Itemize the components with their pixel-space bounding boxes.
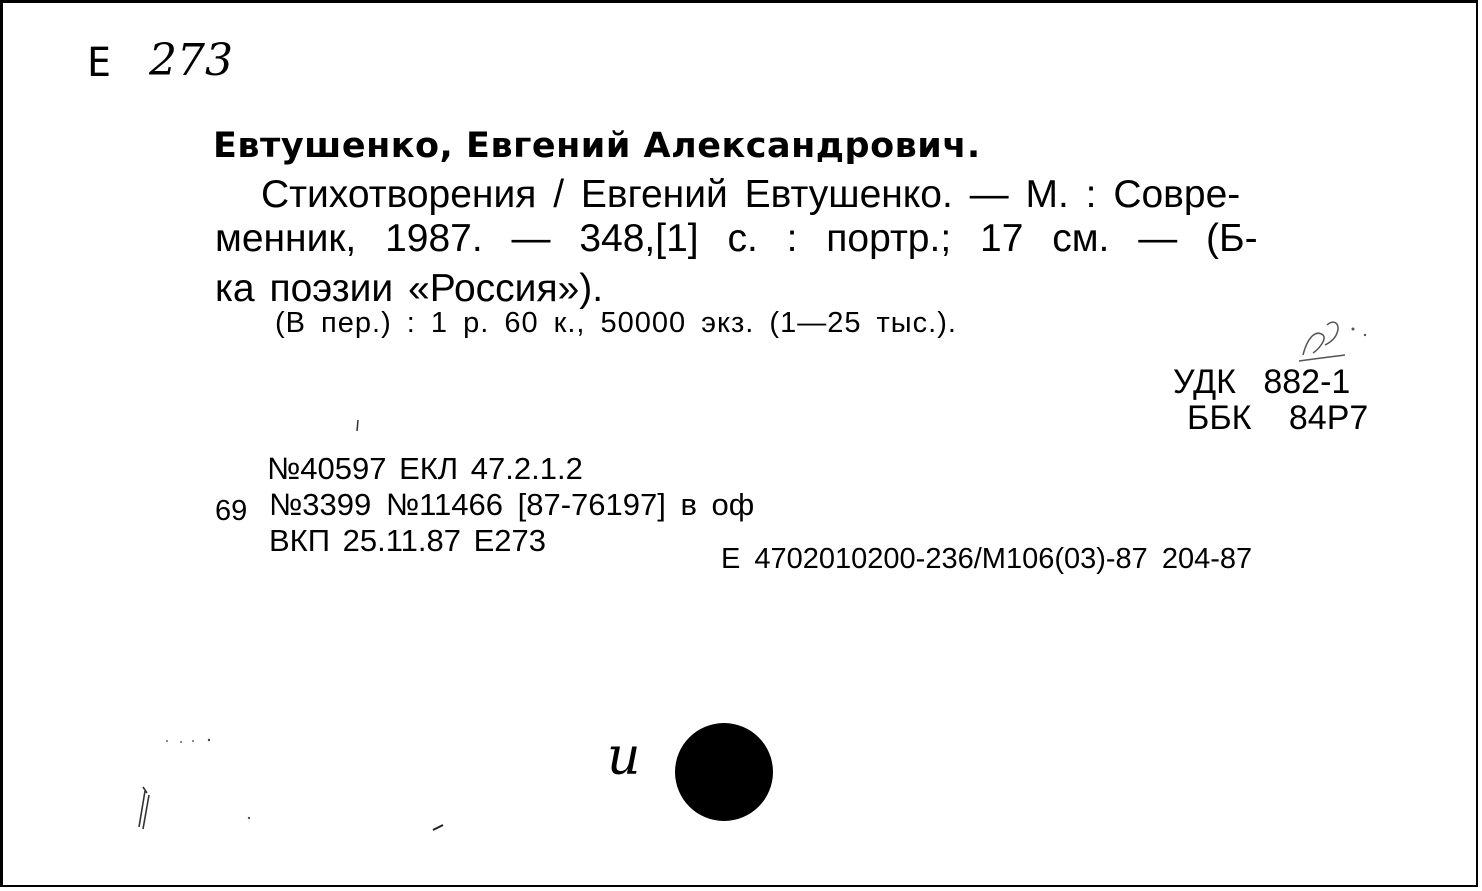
pencil-scribble-icon [1293,315,1373,371]
description-line-3: ка поэзии «Россия»). [215,267,604,310]
stray-mark-icon [353,419,363,433]
udk-label: УДК [1173,363,1236,401]
handwritten-mark: и [607,727,641,787]
call-number-letter: Е [87,40,112,86]
description-line-1: Стихотворения / Евгений Евтушенко. — М. : Совре- [261,173,1241,216]
filled-circle-mark [675,723,773,821]
accession-line-1: №40597 ЕКЛ 47.2.1.2 [267,451,583,486]
stray-dash-icon [431,821,451,833]
accession-prefix-number: 69 [215,495,248,527]
call-number-handwritten: 273 [149,35,233,86]
bbk-code [1187,401,1368,435]
stray-dots-icon [163,735,223,747]
price-line: (В пер.) : 1 р. 60 к., 50000 экз. (1—25 тыс.). [275,307,957,339]
udk-value: 882-1 [1263,363,1351,401]
accession-line-2: №3399 №11466 [87-76197] в оф [269,487,755,522]
isbn-line: Е 4702010200-236/М106(03)-87 204-87 [721,543,1253,575]
pencil-stroke-icon [129,783,159,833]
bbk-value: 84Р7 [1288,399,1369,437]
author-heading: Евтушенко, Евгений Александрович. [213,126,981,166]
description-line-2: менник, 1987. — 348,[1] с. : портр.; 17 см. — (Б- [215,217,1258,260]
bbk-label: ББК [1187,399,1252,437]
stray-dot-icon [243,813,255,823]
accession-line-3: ВКП 25.11.87 Е273 [269,523,547,558]
